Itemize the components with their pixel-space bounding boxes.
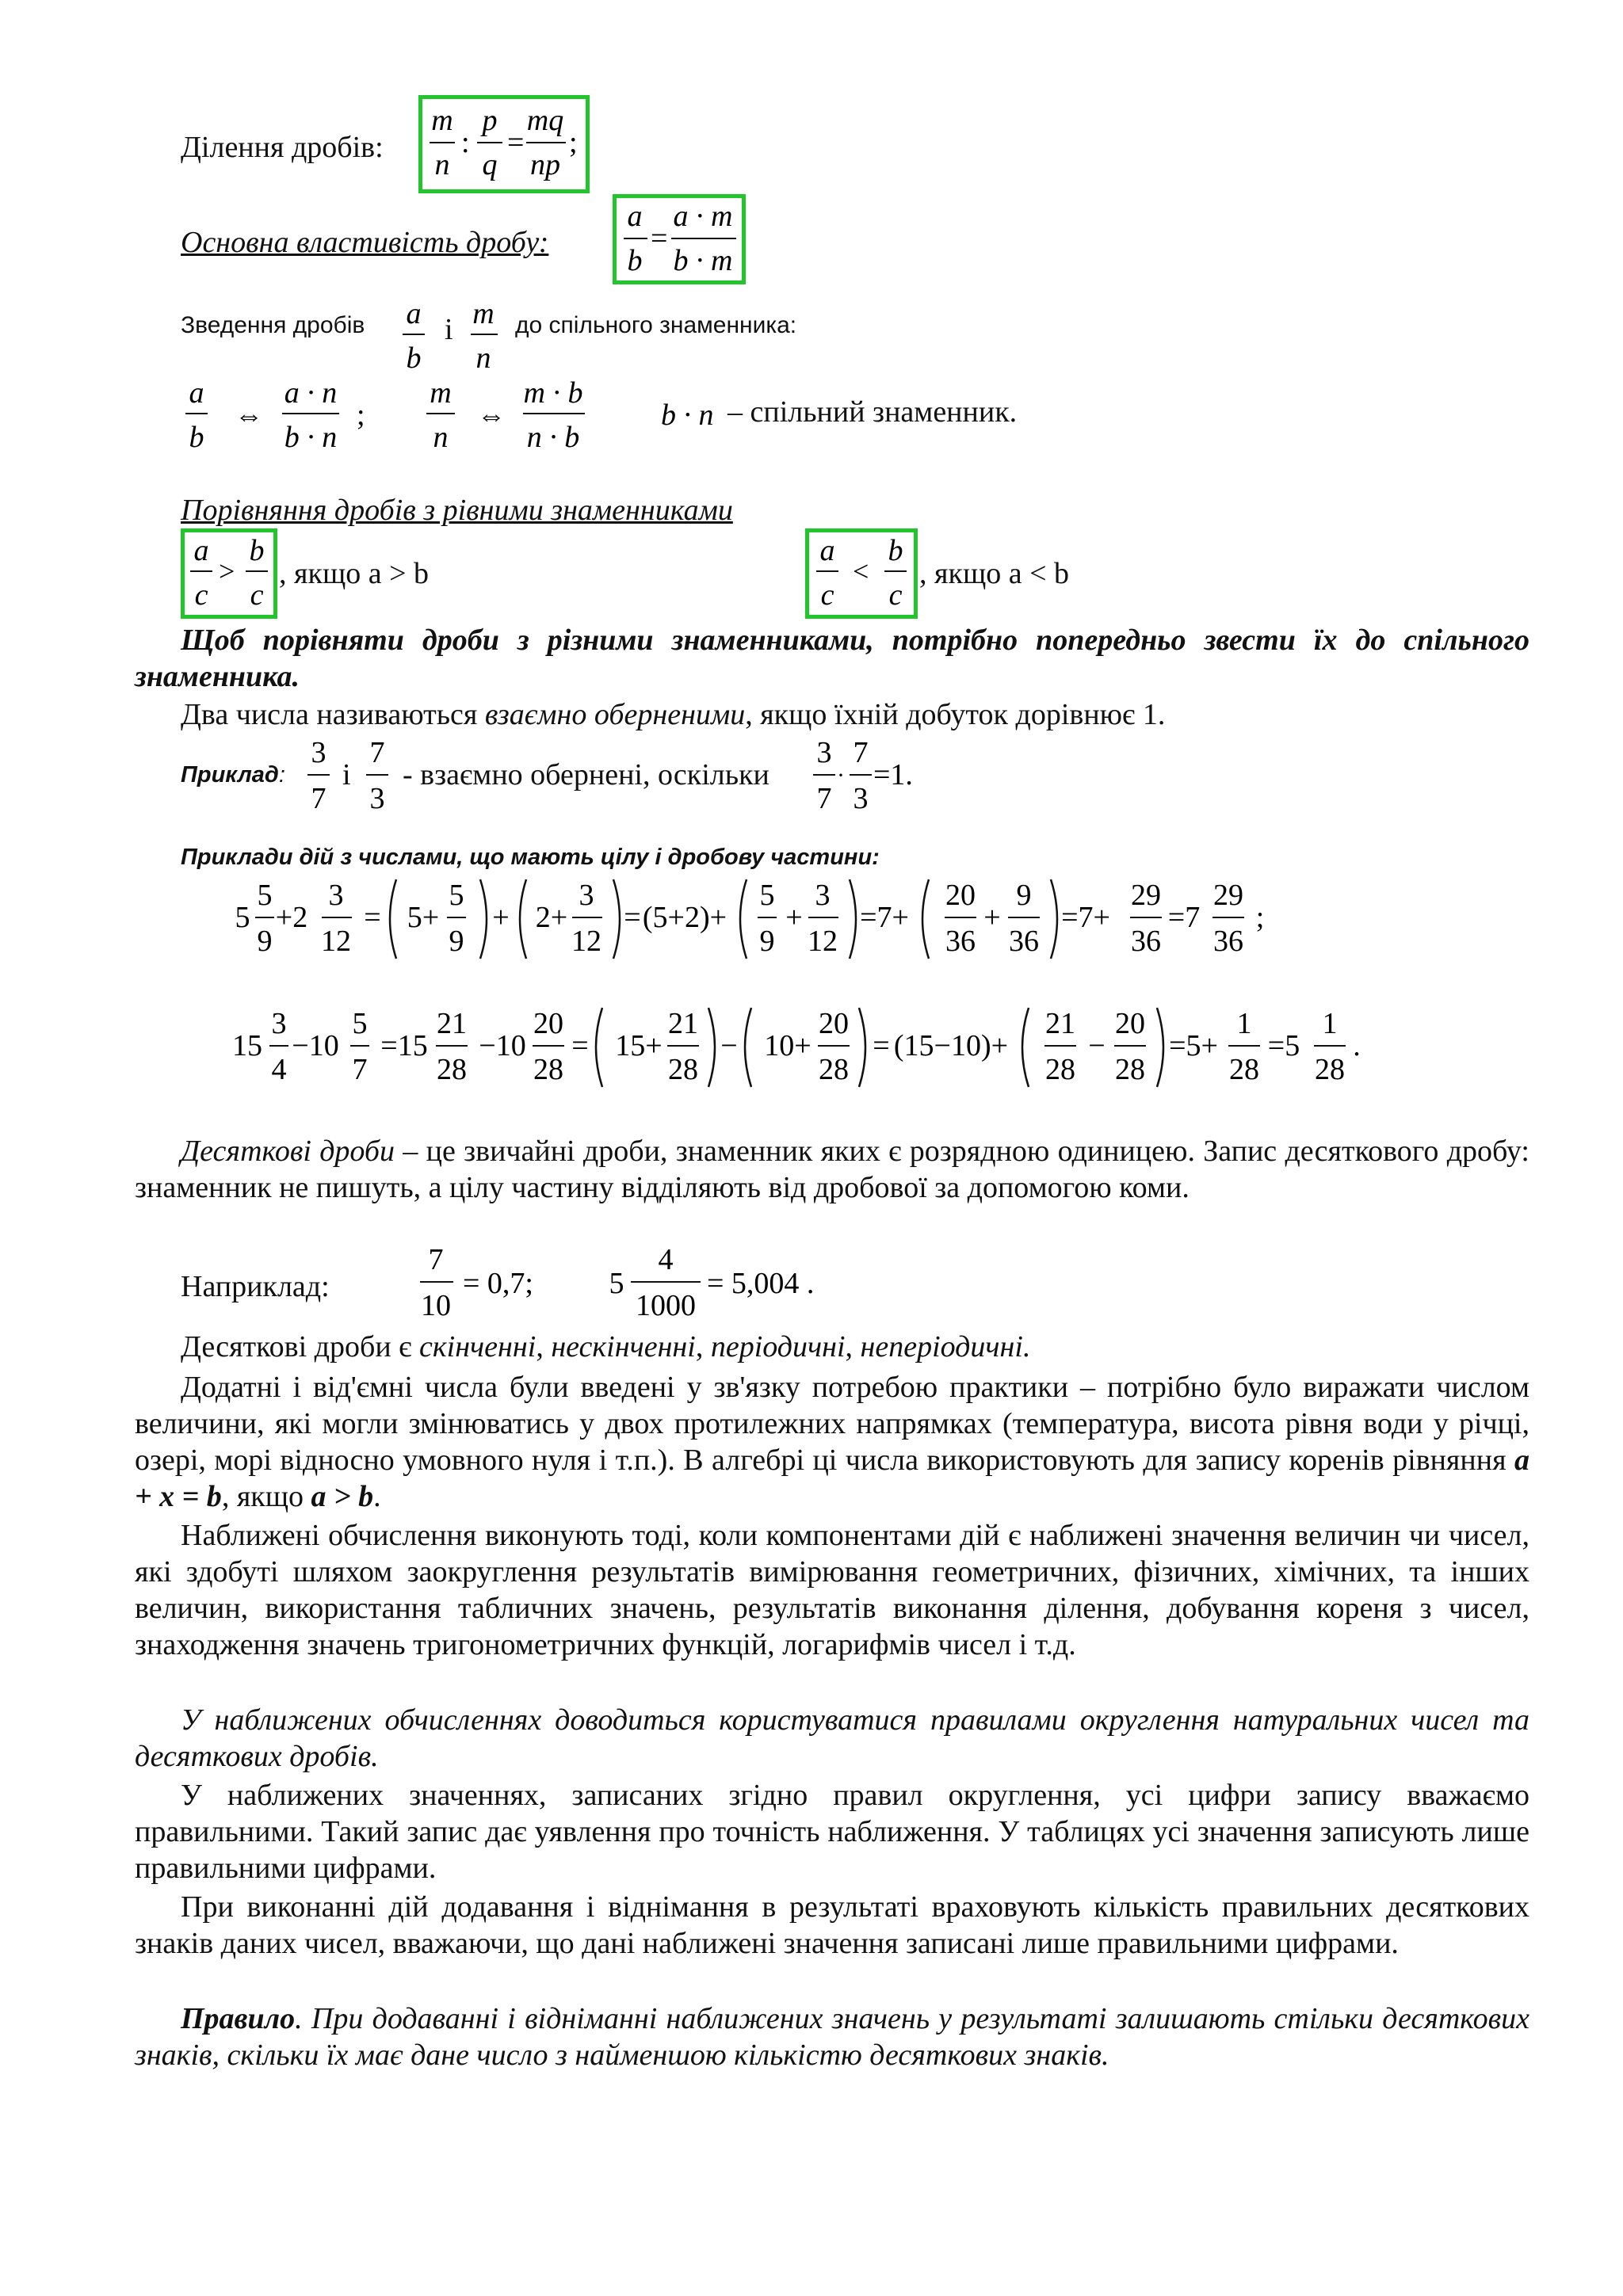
svg-text:=7+: =7+ [1061, 901, 1110, 934]
if-greater-text: , якщо a > b [279, 557, 429, 590]
svg-text:n: n [475, 341, 491, 372]
svg-text:=: = [571, 1029, 589, 1062]
svg-text:7: 7 [369, 736, 385, 769]
svg-text:20: 20 [819, 1007, 849, 1040]
svg-text:(5+2)+: (5+2)+ [642, 901, 727, 934]
svg-text:=: = [651, 222, 668, 255]
svg-text:>: > [219, 555, 235, 587]
reduction-label-start: Зведення дробів [181, 312, 365, 338]
svg-text:5: 5 [609, 1267, 624, 1300]
division-label: Ділення дробів: [181, 131, 384, 164]
svg-text:3: 3 [579, 879, 594, 912]
svg-text:b: b [189, 421, 204, 454]
svg-text:=: = [624, 901, 641, 934]
less-formula [807, 530, 916, 617]
svg-text:= 5,004 .: = 5,004 . [707, 1267, 815, 1300]
svg-text:20: 20 [533, 1007, 563, 1040]
svg-text:a: a [819, 534, 835, 567]
svg-text:7: 7 [428, 1243, 444, 1276]
svg-text:28: 28 [1115, 1053, 1145, 1086]
svg-text:3: 3 [853, 782, 869, 815]
svg-text:28: 28 [1229, 1053, 1259, 1086]
svg-text:3: 3 [816, 736, 832, 769]
svg-text:= 0,7;: = 0,7; [463, 1267, 533, 1300]
svg-text:+: + [492, 901, 510, 934]
svg-text:m: m [431, 104, 453, 137]
svg-text:n: n [434, 148, 450, 181]
svg-text:⇔: ⇔ [477, 399, 506, 431]
svg-text:10+: 10+ [764, 1029, 812, 1062]
svg-text:10: 10 [421, 1289, 451, 1322]
svg-text:m · b: m · b [523, 376, 583, 410]
svg-text:4: 4 [271, 1053, 287, 1086]
approx-rules-paragraph: У наближених обчисленнях доводиться користуватися правилами округлення натуральних чисел та десяткових дробів. [135, 1703, 1529, 1773]
svg-text:m: m [430, 376, 452, 410]
greater-formula [182, 530, 276, 617]
svg-text:1000: 1000 [636, 1289, 696, 1322]
svg-text:a: a [406, 297, 422, 330]
decimals-example-label: Наприклад: [181, 1270, 330, 1303]
svg-text:і: і [342, 758, 351, 791]
svg-text:36: 36 [1213, 925, 1243, 958]
svg-text:=: = [507, 126, 525, 159]
reciprocal-product [807, 730, 949, 818]
svg-text:28: 28 [1045, 1053, 1075, 1086]
svg-text:12: 12 [808, 925, 838, 958]
svg-text:a · n: a · n [284, 376, 338, 410]
svg-text:−10: −10 [479, 1029, 526, 1062]
svg-text:c: c [194, 578, 208, 612]
svg-text:7: 7 [352, 1053, 368, 1086]
rule-paragraph: Правило. При додаванні і відніманні наближених значень у результаті залишають стільки десяткових знаків, скільки їх має дане число з найменшою кількістю десяткових знаків. [135, 2002, 1529, 2072]
svg-text:=: = [873, 1029, 890, 1062]
svg-text:7: 7 [816, 782, 832, 815]
reduction-label-end: до спільного знаменника: [515, 312, 797, 338]
svg-text:=7: =7 [1167, 901, 1201, 934]
svg-text:q: q [482, 148, 498, 181]
decimals-paragraph: Десяткові дроби – це звичайні дроби, знаменник яких є розрядною одиницею. Запис десяткового дробу: знаменник не пишуть, а цілу частину відділяють від дробової за допомогою коми. [135, 1135, 1529, 1204]
svg-text:b · m: b · m [673, 244, 733, 277]
svg-text:21: 21 [1045, 1007, 1075, 1040]
svg-text:9: 9 [1016, 879, 1032, 912]
svg-text:15: 15 [232, 1029, 262, 1062]
svg-text:3: 3 [328, 879, 344, 912]
svg-text:36: 36 [945, 925, 976, 958]
svg-text:9: 9 [449, 925, 464, 958]
svg-text:5: 5 [449, 879, 464, 912]
svg-text:b · n: b · n [661, 399, 714, 432]
if-less-text: , якщо a < b [919, 557, 1069, 590]
svg-text:=5: =5 [1267, 1029, 1300, 1062]
svg-text:15+: 15+ [615, 1029, 663, 1062]
svg-text:29: 29 [1131, 879, 1161, 912]
svg-text:+2: +2 [275, 901, 308, 934]
svg-text:36: 36 [1009, 925, 1039, 958]
svg-text:21: 21 [668, 1007, 698, 1040]
svg-text:c: c [820, 578, 834, 612]
svg-text:=7+: =7+ [860, 901, 909, 934]
svg-text:+: + [785, 901, 803, 934]
add-sub-paragraph: При виконанні дій додавання і віднімання в результаті враховують кількість правильних десяткових знаків даних чисел, вважаючи, що дані наближені значення записані лише правильними цифрами. [135, 1890, 1529, 1960]
svg-text:5+: 5+ [407, 901, 440, 934]
svg-text::: : [461, 126, 470, 159]
svg-text:5: 5 [257, 879, 273, 912]
svg-text:⇔: ⇔ [235, 399, 263, 431]
svg-text:3: 3 [815, 879, 831, 912]
svg-text:20: 20 [1115, 1007, 1145, 1040]
decimals-kinds: Десяткові дроби є скінченні, нескінченні, періодичні, неперіодичні. [181, 1330, 1031, 1363]
comparison-equal-heading: Порівняння дробів з рівними знаменниками [181, 494, 733, 527]
common-denominator-label: – спільний знаменник. [727, 395, 1018, 429]
basic-property-formula [614, 196, 744, 283]
correct-digits-paragraph: У наближених значеннях, записаних згідно правил округлення, усі цифри запису вважаємо правильними. Такий запис дає уявлення про точність наближення. У таблицях усі значення записують лише правильними цифрами. [135, 1779, 1529, 1885]
svg-text:=5+: =5+ [1169, 1029, 1218, 1062]
reciprocal-example-text: - взаємно обернені, оскільки [403, 758, 769, 791]
approx-paragraph: Наближені обчислення виконують тоді, коли компонентами дій є наближені значення величин чи чисел, які здобуті шляхом заокруглення результатів вимірювання геометричних, фізичних, хімічних, та інших величин, використання табличних значень, результатів виконання ділення, добування кореня з чисел, знаходження значень тригонометричних функцій, логарифмів чисел і т.д. [135, 1519, 1529, 1661]
signed-numbers-paragraph: Додатні і від'ємні числа були введені у зв'язку потребою практики – потрібно було виражати числом величини, які могли змінюватись у двох протилежних напрямках (температура, висота рівня води у річці, озері, морі відносно умовного нуля і т.п.). В алгебрі ці числа використовують для запису коренів рівняння a + x = b, якщо a > b. [135, 1371, 1529, 1513]
svg-text:b: b [249, 534, 265, 567]
svg-text:p: p [482, 104, 498, 137]
svg-text:.: . [1353, 1029, 1361, 1062]
svg-text:b: b [627, 244, 643, 277]
svg-text:3: 3 [311, 736, 327, 769]
svg-text:·: · [837, 762, 845, 788]
svg-text:a: a [189, 376, 204, 410]
svg-text:m: m [472, 297, 495, 330]
svg-text:np: np [530, 148, 560, 181]
svg-text:5: 5 [352, 1007, 368, 1040]
svg-text:9: 9 [257, 925, 273, 958]
svg-text:=15: =15 [380, 1029, 428, 1062]
svg-text:1: 1 [1236, 1007, 1252, 1040]
svg-text:28: 28 [819, 1053, 849, 1086]
mixed-examples-heading: Приклади дій з числами, що мають цілу і дробову частини: [181, 845, 880, 870]
svg-text:5: 5 [759, 879, 775, 912]
svg-text:36: 36 [1131, 925, 1161, 958]
svg-text:c: c [888, 578, 903, 612]
svg-text:a · m: a · m [673, 200, 733, 233]
svg-text:3: 3 [271, 1007, 287, 1040]
reciprocal-definition: Два числа називаються взаємно оберненими, якщо їхній добуток дорівнює 1. [181, 698, 1166, 731]
fraction-m-n [466, 293, 506, 372]
svg-text:3: 3 [369, 782, 385, 815]
reciprocal-example-label: Приклад: [181, 762, 285, 788]
svg-text:+: + [983, 901, 1001, 934]
svg-text:c: c [250, 578, 264, 612]
svg-text:n: n [433, 421, 449, 454]
svg-text:28: 28 [533, 1053, 563, 1086]
svg-text:=: = [364, 901, 381, 934]
decimals-examples [412, 1238, 840, 1326]
svg-text:a: a [627, 200, 643, 233]
reduction-and: і [445, 313, 453, 346]
svg-text:=1.: =1. [873, 758, 913, 791]
svg-text:28: 28 [668, 1053, 698, 1086]
svg-text:;: ; [1255, 901, 1265, 934]
comparison-diff-paragraph: Щоб порівняти дроби з різними знаменниками, потрібно попередньо звести їх до спільного знаменника. [135, 624, 1529, 693]
svg-text:−: − [1088, 1029, 1106, 1062]
svg-text:b: b [406, 341, 422, 372]
svg-text:28: 28 [437, 1053, 467, 1086]
svg-text:12: 12 [321, 925, 351, 958]
svg-text:12: 12 [571, 925, 601, 958]
svg-text:;: ; [357, 399, 365, 432]
svg-text:<: < [853, 555, 869, 587]
fraction-a-b [396, 293, 436, 372]
mixed-example-2 [228, 1000, 1385, 1095]
svg-text:n · b: n · b [526, 421, 580, 454]
svg-text:7: 7 [853, 736, 869, 769]
svg-text:b · n: b · n [284, 421, 338, 454]
mixed-example-1 [228, 871, 1282, 967]
svg-text:b: b [888, 534, 903, 567]
svg-text:1: 1 [1322, 1007, 1338, 1040]
svg-text:a: a [193, 534, 209, 567]
svg-text:20: 20 [945, 879, 976, 912]
basic-property-label: Основна властивість дробу: [181, 226, 549, 259]
svg-text:21: 21 [437, 1007, 467, 1040]
division-formula [420, 97, 588, 192]
svg-text:9: 9 [759, 925, 775, 958]
svg-text:5: 5 [235, 901, 250, 934]
svg-text:(15−10)+: (15−10)+ [893, 1029, 1009, 1062]
svg-text:−: − [720, 1029, 738, 1062]
svg-text:mq: mq [526, 104, 564, 137]
svg-text:7: 7 [311, 782, 327, 815]
svg-text:4: 4 [658, 1243, 674, 1276]
svg-text:−10: −10 [292, 1029, 339, 1062]
svg-text:2+: 2+ [535, 901, 568, 934]
svg-text:28: 28 [1315, 1053, 1345, 1086]
reciprocal-fractions [301, 730, 396, 818]
svg-text:29: 29 [1213, 879, 1243, 912]
svg-text:;: ; [569, 126, 578, 159]
